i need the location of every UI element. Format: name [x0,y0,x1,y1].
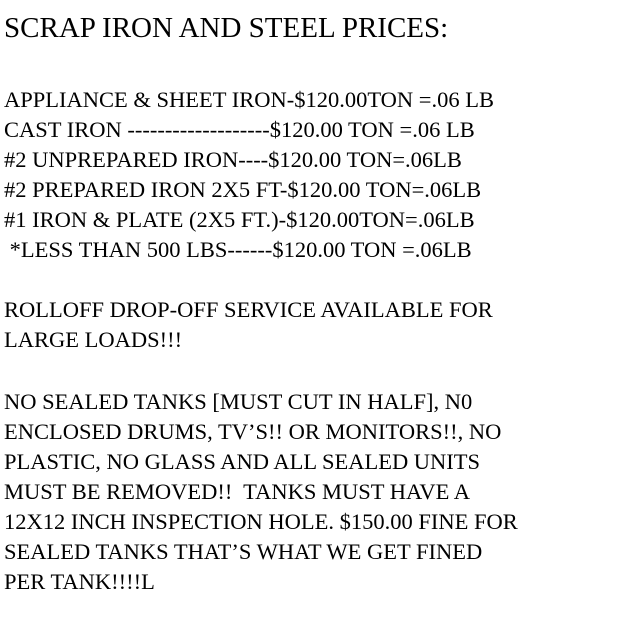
notice-line: SEALED TANKS THAT’S WHAT WE GET FINED [4,539,483,564]
price-line-2-prepared-iron: #2 PREPARED IRON 2X5 FT-$120.00 TON=.06LB [4,177,482,202]
notice-line: 12X12 INCH INSPECTION HOLE. $150.00 FINE FOR [4,509,518,534]
notice-line: NO SEALED TANKS [MUST CUT IN HALF], N0 [4,389,473,414]
rolloff-line: ROLLOFF DROP-OFF SERVICE AVAILABLE FOR [4,297,493,322]
sealed-tanks-notice-paragraph [4,387,518,597]
price-line-2-unprepared-iron: #2 UNPREPARED IRON----$120.00 TON=.06LB [4,147,462,172]
notice-line: PER TANK!!!!L [4,569,155,594]
document-title: SCRAP IRON AND STEEL PRICES: [4,12,449,44]
notice-line: ENCLOSED DRUMS, TV’S!! OR MONITORS!!, NO [4,419,502,444]
notice-line: PLASTIC, NO GLASS AND ALL SEALED UNITS [4,449,481,474]
rolloff-line: LARGE LOADS!!! [4,327,183,352]
price-line-less-than-500-lbs: *LESS THAN 500 LBS------$120.00 TON =.06LB [4,237,472,262]
price-line-appliance-sheet-iron: APPLIANCE & SHEET IRON-$120.00TON =.06 LB [4,87,494,112]
rolloff-service-paragraph [4,295,493,355]
price-list [4,85,494,265]
price-line-1-iron-plate: #1 IRON & PLATE (2X5 FT.)-$120.00TON=.06LB [4,207,475,232]
price-line-cast-iron: CAST IRON -------------------$120.00 TON =.06 LB [4,117,475,142]
notice-line: MUST BE REMOVED!! TANKS MUST HAVE A [4,479,470,504]
document-page [4,10,614,594]
